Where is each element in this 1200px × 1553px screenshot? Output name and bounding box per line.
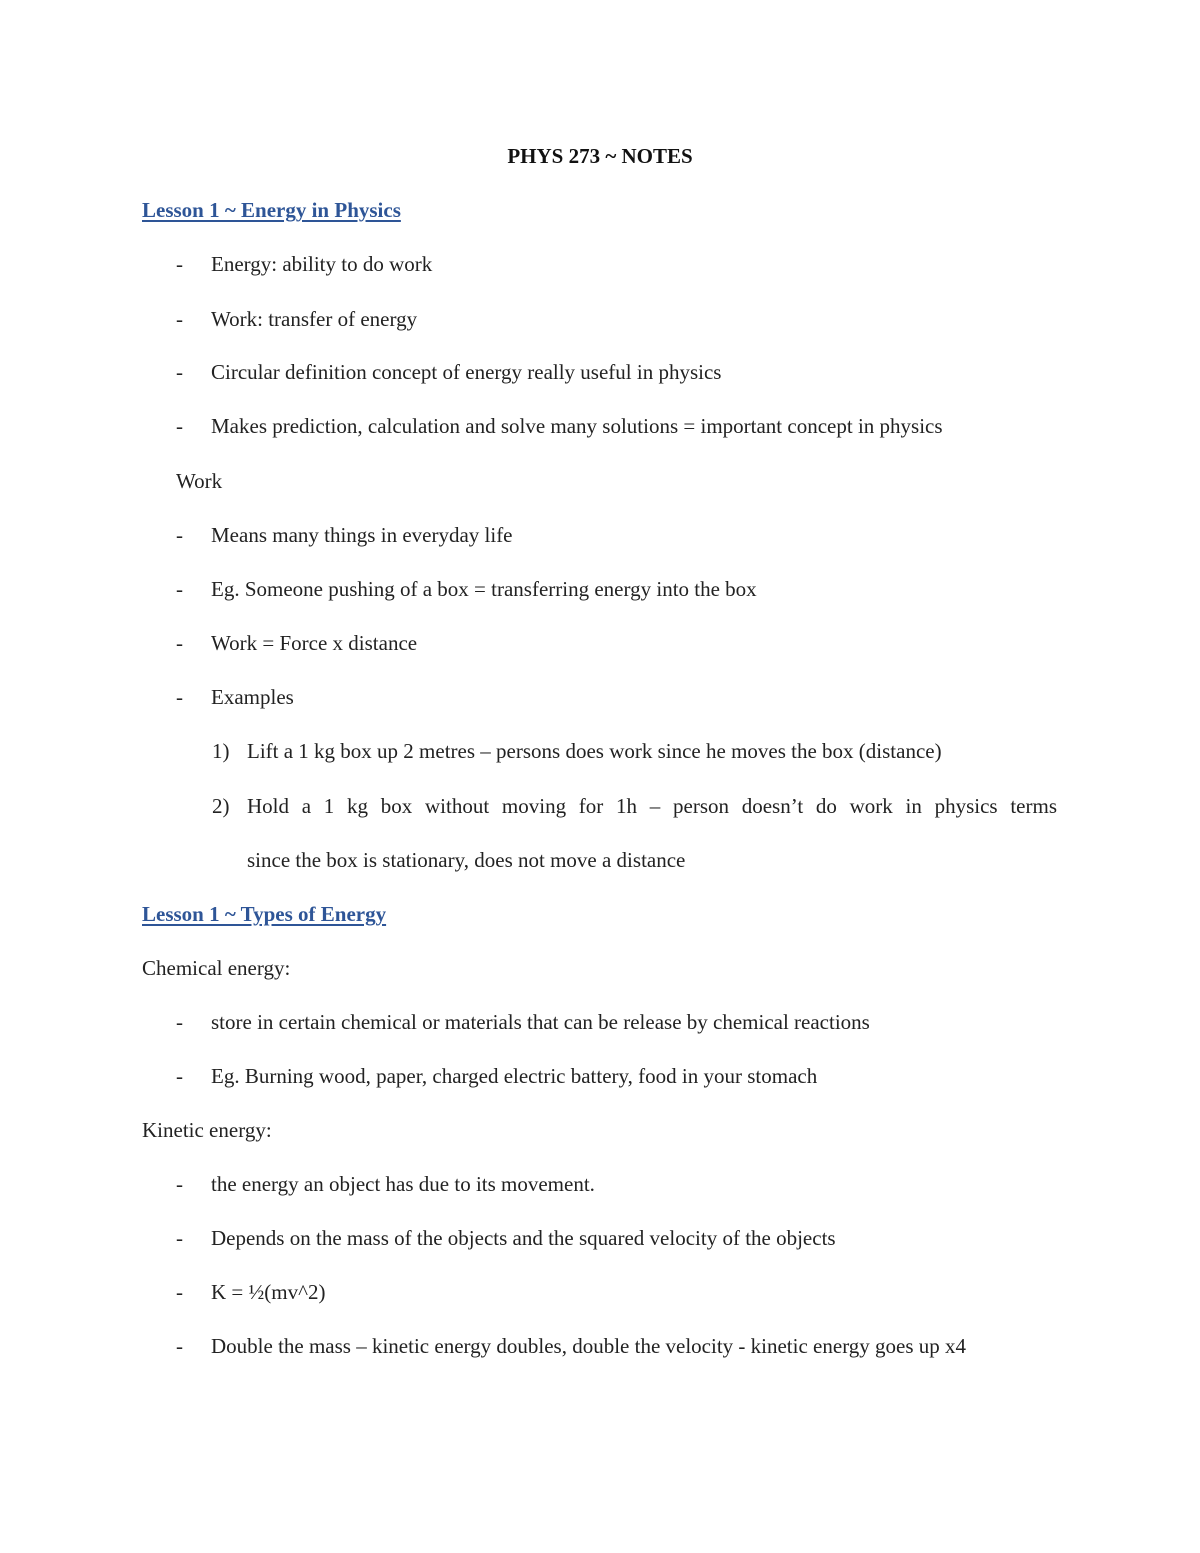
kinetic-energy-label: Kinetic energy: bbox=[142, 1118, 272, 1142]
example-item: Lift a 1 kg box up 2 metres – persons does work since he moves the box (distance) bbox=[247, 739, 942, 763]
list-item: store in certain chemical or materials that can be release by chemical reactions bbox=[211, 1010, 870, 1034]
example-item: Hold a 1 kg box without moving for 1h – person doesn’t do work in physics terms bbox=[247, 794, 1057, 818]
bullet-marker: - bbox=[176, 577, 183, 601]
list-item: Energy: ability to do work bbox=[211, 252, 433, 276]
bullet-marker: - bbox=[176, 252, 183, 276]
bullet-marker: - bbox=[176, 631, 183, 655]
list-item: Depends on the mass of the objects and the squared velocity of the objects bbox=[211, 1226, 836, 1250]
bullet-marker: - bbox=[176, 1280, 183, 1304]
bullet-marker: - bbox=[176, 1226, 183, 1250]
list-item: the energy an object has due to its movement. bbox=[211, 1172, 595, 1196]
list-item: Examples bbox=[211, 685, 294, 709]
list-item: Double the mass – kinetic energy doubles, double the velocity - kinetic energy goes up x4 bbox=[211, 1334, 967, 1358]
chemical-energy-label: Chemical energy: bbox=[142, 956, 291, 980]
bullet-marker: - bbox=[176, 685, 183, 709]
work-label: Work bbox=[176, 469, 223, 493]
list-item: Eg. Someone pushing of a box = transferring energy into the box bbox=[211, 577, 757, 601]
list-item: Circular definition concept of energy really useful in physics bbox=[211, 360, 722, 384]
bullet-marker: - bbox=[176, 414, 183, 438]
bullet-marker: - bbox=[176, 1064, 183, 1088]
list-item: Work: transfer of energy bbox=[211, 307, 418, 331]
list-item: Makes prediction, calculation and solve many solutions = important concept in physics bbox=[211, 414, 943, 438]
bullet-marker: - bbox=[176, 360, 183, 384]
section-heading-energy-in-physics: Lesson 1 ~ Energy in Physics bbox=[142, 198, 401, 222]
example-item-continuation: since the box is stationary, does not move a distance bbox=[247, 848, 686, 872]
list-item: Work = Force x distance bbox=[211, 631, 418, 655]
bullet-marker: - bbox=[176, 1172, 183, 1196]
document-title: PHYS 273 ~ NOTES bbox=[507, 144, 693, 168]
list-item: Eg. Burning wood, paper, charged electric battery, food in your stomach bbox=[211, 1064, 818, 1088]
bullet-marker: - bbox=[176, 523, 183, 547]
example-number: 2) bbox=[212, 794, 230, 818]
bullet-marker: - bbox=[176, 1334, 183, 1358]
list-item: Means many things in everyday life bbox=[211, 523, 513, 547]
bullet-marker: - bbox=[176, 1010, 183, 1034]
bullet-marker: - bbox=[176, 307, 183, 331]
list-item: K = ½(mv^2) bbox=[211, 1280, 326, 1304]
section-heading-types-of-energy: Lesson 1 ~ Types of Energy bbox=[142, 902, 387, 926]
example-number: 1) bbox=[212, 739, 230, 763]
